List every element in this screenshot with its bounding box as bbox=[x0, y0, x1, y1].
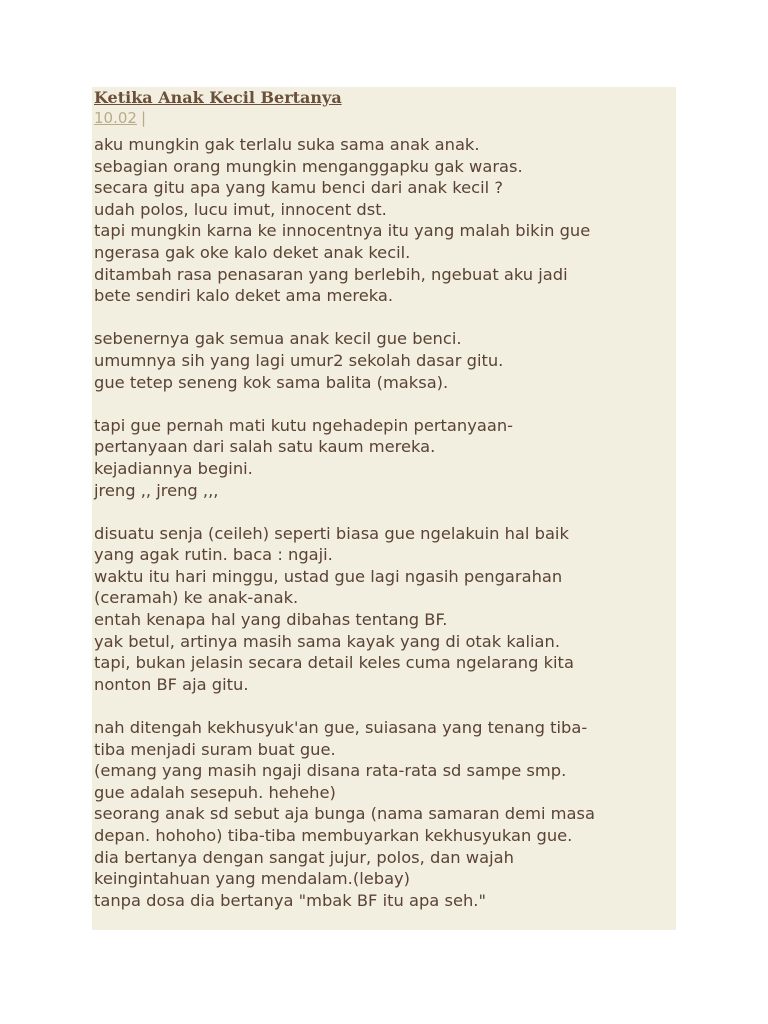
post-paragraph bbox=[94, 134, 676, 307]
post-paragraph bbox=[94, 717, 676, 911]
post-text-line: nah ditengah kekhusyuk'an gue, suiasana yang tenang tiba- bbox=[94, 718, 588, 738]
post-text-line: tapi gue pernah mati kutu ngehadepin pertanyaan- bbox=[94, 415, 514, 435]
post-meta bbox=[94, 108, 146, 128]
post-text-line: secara gitu apa yang kamu benci dari anak kecil ? bbox=[94, 178, 503, 198]
post-text-line: pertanyaan dari salah satu kaum mereka. bbox=[94, 437, 436, 457]
post-text-line: gue adalah sesepuh. hehehe) bbox=[94, 782, 336, 802]
post-text-line: seorang anak sd sebut aja bunga (nama samaran demi masa bbox=[94, 804, 595, 824]
post-text-line: (emang yang masih ngaji disana rata-rata sd sampe smp. bbox=[94, 761, 567, 781]
post-text-line: dia bertanya dengan sangat jujur, polos, dan wajah bbox=[94, 847, 514, 867]
post-text-line: sebagian orang mungkin menganggapku gak waras. bbox=[94, 156, 523, 176]
post-text-line: tapi, bukan jelasin secara detail keles cuma ngelarang kita bbox=[94, 653, 574, 673]
post-text-line: depan. hohoho) tiba-tiba membuyarkan kekhusyukan gue. bbox=[94, 826, 573, 845]
post-text-line: nonton BF aja gitu. bbox=[94, 674, 249, 694]
post-text-line: tiba menjadi suram buat gue. bbox=[94, 739, 336, 759]
post-text-line: yang agak rutin. baca : ngaji. bbox=[94, 545, 333, 565]
post-text-line: tapi mungkin karna ke innocentnya itu yang malah bikin gue bbox=[94, 221, 591, 241]
post-text-line: yak betul, artinya masih sama kayak yang di otak kalian. bbox=[94, 631, 561, 651]
post-body bbox=[94, 134, 676, 933]
post-text-line: keingintahuan yang mendalam.(lebay) bbox=[94, 869, 411, 889]
post-text-line: sebenernya gak semua anak kecil gue benci. bbox=[94, 329, 462, 349]
post-paragraph bbox=[94, 523, 676, 696]
post-text-line: waktu itu hari minggu, ustad gue lagi ngasih pengarahan bbox=[94, 566, 563, 586]
post-text-line: jreng ,, jreng ,,, bbox=[94, 480, 219, 500]
post-time-link[interactable]: 10.02 bbox=[94, 109, 137, 127]
post-text-line: ngerasa gak oke kalo deket anak kecil. bbox=[94, 242, 411, 262]
post-text-line: aku mungkin gak terlalu suka sama anak anak. bbox=[94, 135, 480, 154]
post-text-line: entah kenapa hal yang dibahas tentang BF. bbox=[94, 610, 448, 630]
post-text-line: ditambah rasa penasaran yang berlebih, ngebuat aku jadi bbox=[94, 264, 568, 284]
post-text-line: kejadiannya begini. bbox=[94, 458, 253, 478]
post-text-line: tanpa dosa dia bertanya "mbak BF itu apa seh." bbox=[94, 890, 486, 910]
post-text-line: umumnya sih yang lagi umur2 sekolah dasar gitu. bbox=[94, 350, 504, 370]
meta-separator: | bbox=[140, 109, 147, 127]
post-title-link[interactable]: Ketika Anak Kecil Bertanya bbox=[94, 88, 342, 107]
blog-post-page bbox=[92, 87, 676, 930]
post-text-line: udah polos, lucu imut, innocent dst. bbox=[94, 199, 387, 219]
post-text-line: (ceramah) ke anak-anak. bbox=[94, 588, 299, 608]
post-text-line: gue tetep seneng kok sama balita (maksa). bbox=[94, 372, 449, 392]
post-text-line: bete sendiri kalo deket ama mereka. bbox=[94, 286, 394, 306]
post-text-line: disuatu senja (ceileh) seperti biasa gue ngelakuin hal baik bbox=[94, 523, 569, 543]
post-paragraph bbox=[94, 328, 676, 393]
post-paragraph bbox=[94, 415, 676, 501]
